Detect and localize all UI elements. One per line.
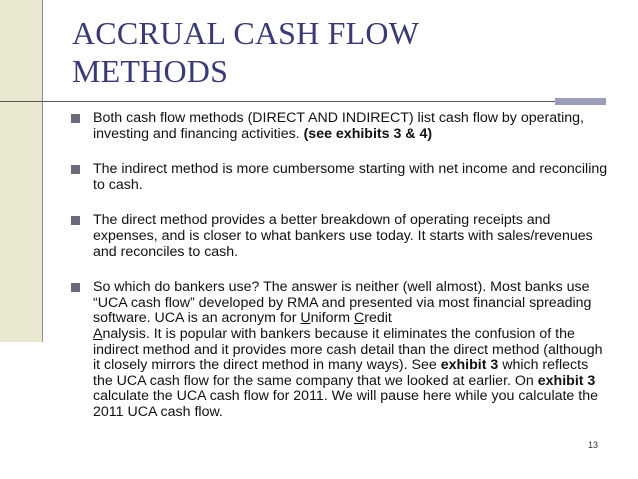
bullet-text: Both cash flow methods (DIRECT AND INDIRECT) list cash flow by operating, investing and financing activities. <box>93 110 584 142</box>
left-accent-line <box>42 0 43 342</box>
title-accent-bar <box>555 98 606 105</box>
underlined-letter: C <box>353 310 365 327</box>
bullet-text: nalysis. It is popular with bankers because it eliminates the confusion of the indirect method and it provides more cash detail than the direct method (although it closely mirrors the direct method in many ways). See <box>93 325 603 374</box>
underlined-letter: A <box>93 325 103 342</box>
bullet-bold-text: exhibit 3 <box>537 372 596 389</box>
bullet-item <box>71 213 611 260</box>
title-line-1: ACCRUAL CASH FLOW <box>72 15 420 51</box>
slide-title <box>72 14 592 90</box>
bullet-item <box>71 162 611 193</box>
square-bullet-icon <box>71 283 80 292</box>
left-accent-band <box>0 0 42 342</box>
square-bullet-icon <box>71 216 80 225</box>
bullet-text: calculate the UCA cash flow for 2011. We will pause here while you calculate the 2011 UCA cash flow. <box>93 388 598 420</box>
square-bullet-icon <box>71 165 80 174</box>
bullet-item <box>71 111 611 142</box>
bullet-bold-text: (see exhibits 3 & 4) <box>303 125 433 142</box>
square-bullet-icon <box>71 114 80 123</box>
bullet-text: The indirect method is more cumbersome starting with net income and reconciling to cash. <box>93 161 608 193</box>
bullet-text: So which do bankers use? The answer is neither (well almost). Most banks use “UCA cash flow” developed by RMA and presented via most financial spreading software. UCA is an acronym for <box>93 279 592 327</box>
bullet-text: which reflects the UCA cash flow for the same company that we looked at earlier. On <box>93 357 589 389</box>
title-divider <box>0 101 606 102</box>
underlined-letter: U <box>300 310 311 327</box>
bullet-text: niform <box>310 310 354 327</box>
page-number: 13 <box>588 440 599 450</box>
title-line-2: METHODS <box>72 53 229 89</box>
bullet-bold-text: exhibit 3 <box>440 357 499 374</box>
bullet-text: The direct method provides a better breakdown of operating receipts and expenses, and is closer to what bankers use today. It starts with sales/revenues and reconciles to cash. <box>93 212 593 260</box>
bullet-item <box>71 280 611 420</box>
bullet-list <box>71 111 611 421</box>
bullet-text: redit <box>364 310 392 327</box>
